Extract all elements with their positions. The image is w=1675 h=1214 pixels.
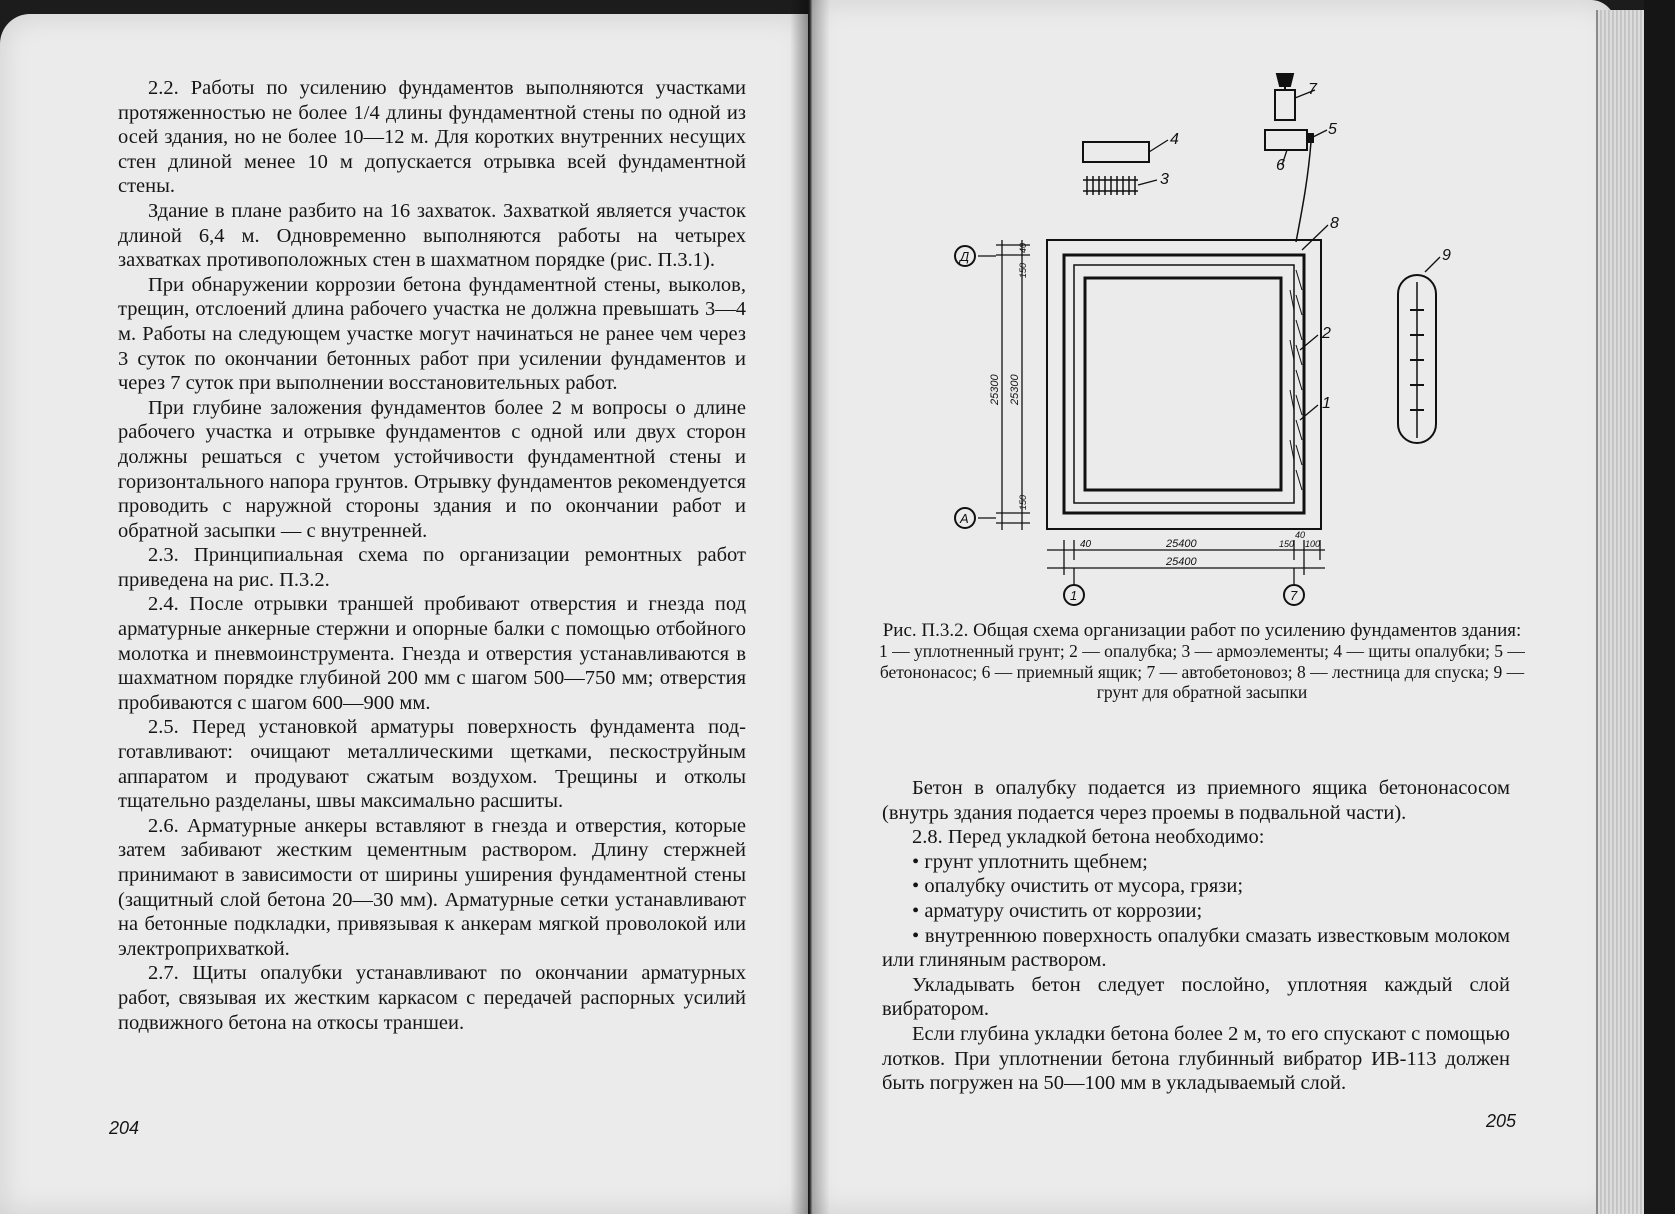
dimension-100-right: 100 bbox=[1305, 539, 1321, 549]
page-edges bbox=[1596, 10, 1646, 1214]
foundation-work-diagram bbox=[930, 60, 1451, 603]
callout-3: 3 bbox=[1160, 171, 1169, 188]
dimension-vertical-outer: 25300 bbox=[989, 374, 1001, 405]
paragraph: 2.7. Щиты опалубки устанавливают по окончании арматурных работ, связывая их жестким каркасом с передачей распорных усилий подвижного бетона на откосы траншеи. bbox=[118, 962, 746, 1034]
list-item: • грунт уплотнить щебнем; bbox=[882, 850, 1510, 875]
figure-caption-title: Рис. П.3.2. Общая схема организации работ по усилению фундаментов здания: bbox=[882, 620, 1522, 641]
dimension-40-top: 40 bbox=[1018, 242, 1028, 253]
callout-7: 7 bbox=[1308, 81, 1317, 98]
paragraph: 2.6. Арматурные анкеры вставляют в гнезда и отверстия, которые затем забивают жестким цементным раствором. Длину стержней принимают в зависимости от ширины уширения фундаментной стены (защитный слой бетона 20—30 мм). Арматурные сетки устанавливают на бетонные подкладки, привязывая к анкерам мягкой проволокой или электроприхваткой. bbox=[118, 814, 746, 960]
paragraph: Здание в плане разбито на 16 захваток. Захваткой является участок длиной 6,4 м. Одновременно выполняются работы на четырех захватках противоположных стен в шахматном порядке (рис. П.3.1). bbox=[118, 199, 746, 272]
paragraph: Укладывать бетон следует послойно, уплотняя каждый слой вибратором. bbox=[882, 973, 1510, 1021]
callout-5: 5 bbox=[1328, 121, 1337, 138]
callout-2: 2 bbox=[1322, 325, 1331, 342]
dimension-150-right: 150 bbox=[1279, 539, 1295, 549]
vertical-dimension-lines bbox=[978, 240, 1030, 530]
callout-9: 9 bbox=[1442, 247, 1451, 264]
right-page-text bbox=[882, 776, 1510, 1096]
dimension-40-right: 40 bbox=[1295, 530, 1306, 540]
reinforcement-elements-icon bbox=[1083, 176, 1157, 195]
paragraph: Если глубина укладки бетона более 2 м, то его спускают с помощью лотков. При уплотнении бетона глубинный вибратор ИВ-113 должен быть погружен на 50—100 мм в укладываемый слой. bbox=[882, 1022, 1510, 1095]
paragraph: 2.4. После отрывки траншей пробивают отверстия и гнезда под арматурные анкерные стержни и опорные балки с помощью отбойного молотка и пневмоинструмента. Гнезда и отверстия устанавливаются в шахматном порядке глубиной 200 мм с шагом 500—750 мм; отверстия пробиваются с шагом 600—900 мм. bbox=[118, 593, 746, 714]
list-item: • арматуру очистить от коррозии; bbox=[882, 899, 1510, 924]
left-page-text bbox=[118, 76, 746, 1035]
list-item: • внутреннюю поверхность опалубки смазать известковым молоком или глиняным раствором. bbox=[882, 924, 1510, 973]
list-item: • опалубку очистить от мусора, грязи; bbox=[882, 874, 1510, 899]
dimension-horizontal-outer: 25400 bbox=[1166, 538, 1197, 550]
callout-4: 4 bbox=[1170, 131, 1179, 148]
figure-caption bbox=[868, 620, 1536, 703]
formwork-line bbox=[1074, 265, 1294, 503]
paragraph: 2.8. Перед укладкой бетона необходимо: bbox=[912, 826, 1265, 849]
concrete-pump-icon bbox=[1265, 130, 1327, 242]
scan-background-edge bbox=[1644, 0, 1675, 1214]
axis-label-1: 1 bbox=[1070, 588, 1078, 603]
paragraph: При обнаружении коррозии бетона фундаментной стены, выколов, трещин, отслоений длина рабочего участка не должна превышать 3—4 м. Работы на следующем участке могут начинаться не ранее чем через 3 суток по окончании бетонных работ при усилении фундаментов и через 7 суток при выполнении восстановительных работ. bbox=[118, 273, 746, 395]
dimension-150-bottom: 150 bbox=[1018, 494, 1028, 510]
dimension-150-top: 150 bbox=[1018, 262, 1028, 278]
paragraph: 2.5. Перед установкой арматуры поверхность фундамента подготавливают: очищают металлическими щетками, пескоструйным аппаратом и продувают сжатым воздухом. Трещины и отколы тщательно разделаны, швы максимально расшиты. bbox=[118, 716, 746, 813]
axis-label-d: Д bbox=[960, 249, 970, 264]
callout-8: 8 bbox=[1330, 215, 1339, 232]
callout-6: 6 bbox=[1276, 157, 1285, 174]
paragraph: Бетон в опалубку подается из приемного ящика бетононасосом (внутрь здания подается через проемы в подвальной части). bbox=[882, 777, 1510, 824]
book-gutter bbox=[790, 0, 830, 1214]
page-number-left: 204 bbox=[109, 1118, 140, 1138]
compacted-soil-hatching bbox=[1290, 270, 1302, 490]
callout-1: 1 bbox=[1322, 395, 1331, 412]
dimension-40-left: 40 bbox=[1080, 539, 1092, 550]
paragraph: 2.3. Принципиальная схема по организации ремонтных работ приведена на рис. П.3.2. bbox=[118, 544, 746, 591]
foundation-wall-inner bbox=[1085, 278, 1281, 490]
axis-label-a: А bbox=[960, 511, 969, 526]
dimension-vertical-inner: 25300 bbox=[1009, 374, 1021, 405]
paragraph: 2.2. Работы по усилению фундаментов выполняются участками протяженностью не более 1/4 длины фундаментной стены по одной из осей здания, но не более 10—12 м. Для коротких внутренних несущих стен длиной менее 10 м допускается отрывка всей фундаментной стены. bbox=[118, 77, 746, 198]
foundation-wall-outer bbox=[1064, 255, 1304, 513]
page-number-right: 205 bbox=[1486, 1111, 1517, 1131]
figure-caption-legend: 1 — уплотненный грунт; 2 — опалубка; 3 — армоэлементы; 4 — щиты опалубки; 5 — бетононасос; 6 — приемный ящик; 7 — автобетоновоз; 8 — лестница для спуска; 9 — грунт для обратной засыпки bbox=[879, 641, 1525, 702]
paragraph: При глубине заложения фундаментов более 2 м вопросы о длине рабочего участка и отрывке фундаментов с одной или двух сторон должны решаться с учетом устойчивости фундаментной стены и горизонтального напора грунтов. Отрывку фундаментов рекомендуется проводить с наружной стороны здания и по окончании работ и обратной засыпки — с внутренней. bbox=[118, 396, 746, 542]
axis-label-7: 7 bbox=[1290, 588, 1298, 603]
formwork-shields-icon bbox=[1083, 140, 1168, 162]
backfill-soil-icon bbox=[1398, 257, 1440, 443]
dimension-horizontal-inner: 25400 bbox=[1166, 556, 1197, 568]
